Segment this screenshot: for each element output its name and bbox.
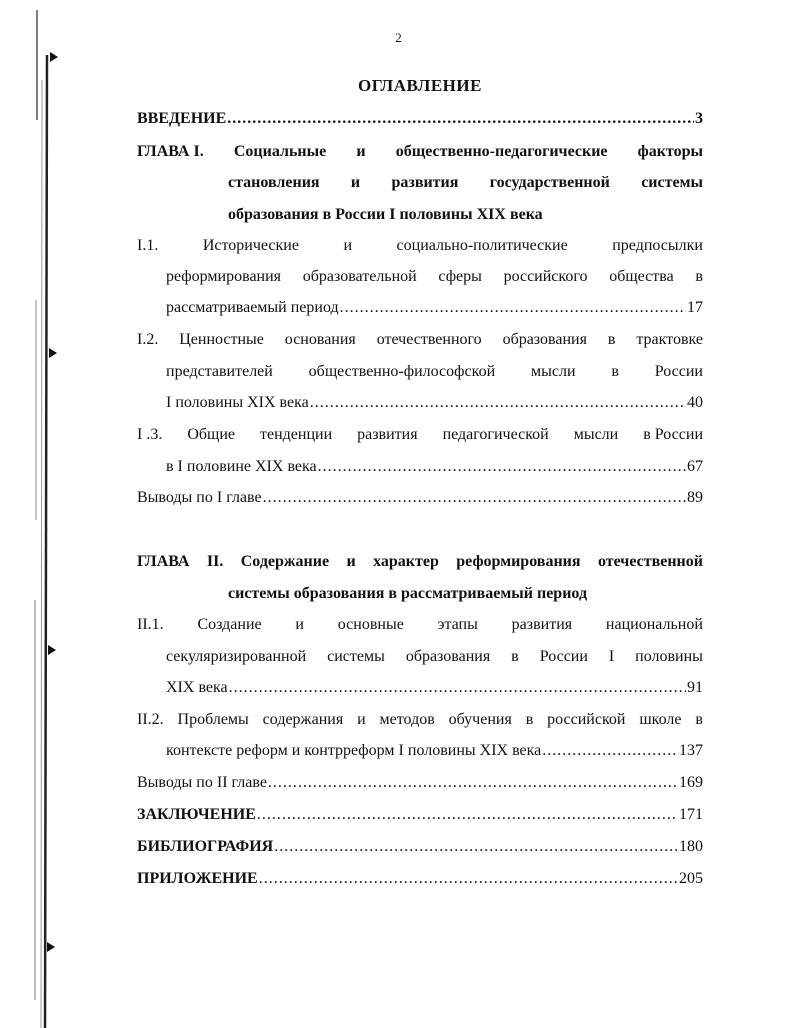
dot-leader (274, 837, 678, 857)
heading-word: и (356, 143, 366, 160)
entry-word: I .3. (137, 426, 163, 443)
entry-word: в России (643, 426, 703, 443)
toc-page: 171 (679, 806, 703, 823)
dot-leader (542, 741, 678, 761)
entry-word: обучения (448, 711, 512, 728)
entry-word: предпосылки (612, 237, 703, 254)
dot-leader (227, 109, 694, 129)
entry-word: Создание (197, 616, 262, 633)
toc-label: ПРИЛОЖЕНИЕ (137, 870, 258, 887)
toc-title: ОГЛАВЛЕНИЕ (358, 76, 482, 95)
entry-word: основания (284, 331, 356, 348)
entry-word: в (511, 648, 519, 665)
toc-entry-1-2-line-2 (166, 362, 703, 382)
toc-entry-2-1-line-2 (166, 647, 703, 667)
toc-entry-1-3-line-2 (166, 457, 703, 477)
scan-edge-artifact (0, 0, 60, 1028)
toc-page: 17 (687, 299, 703, 316)
entry-word: Исторические (202, 237, 299, 254)
toc-entry-2-2-line-2 (166, 741, 703, 761)
entry-word: и (343, 237, 353, 254)
toc-label: в I половине XIX века (166, 458, 317, 475)
entry-word: и (295, 616, 304, 633)
toc-page: 40 (687, 394, 703, 411)
entry-word: методов (379, 711, 435, 728)
entry-word: российской (547, 711, 626, 728)
heading-word: II. (206, 553, 224, 570)
dot-leader (318, 457, 686, 477)
entry-word: основные (337, 616, 404, 633)
entry-word: в (607, 331, 616, 348)
entry-word: половины (635, 648, 703, 665)
toc-page: 180 (679, 838, 703, 855)
toc-entry-2-2[interactable] (137, 710, 703, 730)
entry-word: образования (502, 331, 587, 348)
chapter-2-heading-line-2: системы образования в рассматриваемый период (228, 585, 588, 602)
heading-word: факторы (637, 143, 703, 160)
toc-label: Выводы по II главе (137, 774, 267, 791)
toc-page: 67 (687, 458, 703, 475)
chapter-1-heading[interactable] (137, 142, 703, 162)
entry-word: отечественного (376, 331, 482, 348)
entry-word: содержания (262, 711, 344, 728)
toc-entry-1-1-line-3 (166, 298, 703, 318)
toc-entry-1-2-line-3 (166, 393, 703, 413)
toc-label: XIX века (166, 679, 228, 696)
toc-entry-1-2[interactable] (137, 330, 703, 350)
entry-word: I.2. (137, 331, 159, 348)
heading-word: развития (391, 174, 459, 191)
entry-word: трактовке (636, 331, 703, 348)
entry-word: II.1. (137, 616, 164, 633)
entry-word: России (539, 648, 588, 665)
entry-word: России (654, 363, 703, 380)
heading-word: отечественной (597, 553, 703, 570)
toc-page: 205 (679, 870, 703, 887)
chapter-1-heading-line-2 (228, 173, 703, 193)
entry-word: этапы (437, 616, 478, 633)
entry-word: в (611, 363, 619, 380)
toc-entry-bibliography[interactable] (137, 837, 703, 857)
toc-label: БИБЛИОГРАФИЯ (137, 838, 274, 855)
toc-label: ВВЕДЕНИЕ (137, 110, 227, 127)
dot-leader (268, 773, 678, 793)
chapter-2-heading[interactable] (137, 552, 703, 572)
entry-word: образования (405, 648, 491, 665)
heading-word: и (346, 553, 356, 570)
toc-entry-1-1-line-2 (166, 267, 703, 287)
entry-word: и (357, 711, 366, 728)
dot-leader (229, 678, 686, 698)
toc-entry-chapter-1-conclusions[interactable] (137, 488, 703, 508)
entry-word: национальной (605, 616, 703, 633)
heading-word: общественно-педагогические (395, 143, 608, 160)
entry-word: в (525, 711, 534, 728)
entry-word: Проблемы (177, 711, 249, 728)
dot-leader (340, 298, 686, 318)
entry-word: II.2. (137, 711, 164, 728)
heading-word: характер (373, 553, 439, 570)
entry-word: I.1. (137, 237, 159, 254)
toc-label: ЗАКЛЮЧЕНИЕ (137, 806, 256, 823)
entry-word: системы (327, 648, 385, 665)
entry-word: российского (503, 268, 588, 285)
toc-entry-appendix[interactable] (137, 869, 703, 889)
entry-word: представителей (166, 363, 273, 380)
entry-word: развития (511, 616, 573, 633)
entry-word: сферы (438, 268, 482, 285)
heading-word: реформирования (456, 553, 581, 570)
entry-word: социально-политические (396, 237, 568, 254)
entry-word: общества (609, 268, 674, 285)
toc-entry-1-3[interactable] (137, 425, 703, 445)
heading-word: Содержание (240, 553, 330, 570)
toc-entry-conclusion[interactable] (137, 805, 703, 825)
chapter-1-heading-line-3: образования в России I половины XIX века (228, 206, 543, 223)
toc-page: 3 (695, 110, 703, 127)
entry-word: реформирования (166, 268, 282, 285)
dot-leader (310, 393, 686, 413)
entry-word: педагогической (442, 426, 549, 443)
page-number: 2 (395, 30, 402, 45)
toc-entry-chapter-2-conclusions[interactable] (137, 773, 703, 793)
toc-page: 137 (679, 742, 703, 759)
entry-word: мысли (530, 363, 576, 380)
toc-entry-2-1-line-3 (166, 678, 703, 698)
entry-word: мысли (573, 426, 619, 443)
heading-word: системы (641, 174, 703, 191)
toc-label: рассматриваемый период (166, 299, 339, 316)
entry-word: I (608, 648, 615, 665)
entry-word: Ценностные (179, 331, 264, 348)
entry-word: общественно-философской (308, 363, 496, 380)
heading-word: становления (228, 174, 320, 191)
toc-page: 91 (687, 679, 703, 696)
toc-page: 89 (687, 489, 703, 506)
heading-word: Социальные (233, 143, 327, 160)
dot-leader (257, 805, 678, 825)
toc-page: 169 (679, 774, 703, 791)
toc-entry-intro[interactable] (137, 109, 703, 129)
toc-label: I половины XIX века (166, 394, 309, 411)
heading-word: и (350, 174, 361, 191)
toc-entry-2-1[interactable] (137, 615, 703, 635)
heading-word: ГЛАВА I. (137, 143, 204, 160)
entry-word: в (695, 711, 703, 728)
toc-label: Выводы по I главе (137, 489, 262, 506)
toc-label: контексте реформ и контрреформ I половины XIX века (166, 742, 542, 759)
entry-word: тенденции (259, 426, 333, 443)
dot-leader (259, 869, 678, 889)
dot-leader (263, 488, 686, 508)
entry-word: школе (639, 711, 682, 728)
entry-word: Общие (187, 426, 235, 443)
toc-entry-1-1[interactable] (137, 236, 703, 256)
entry-word: развития (357, 426, 418, 443)
entry-word: в (695, 268, 703, 285)
entry-word: секуляризированной (166, 648, 307, 665)
entry-word: образовательной (302, 268, 417, 285)
heading-word: государственной (489, 174, 610, 191)
heading-word: ГЛАВА (137, 553, 190, 570)
